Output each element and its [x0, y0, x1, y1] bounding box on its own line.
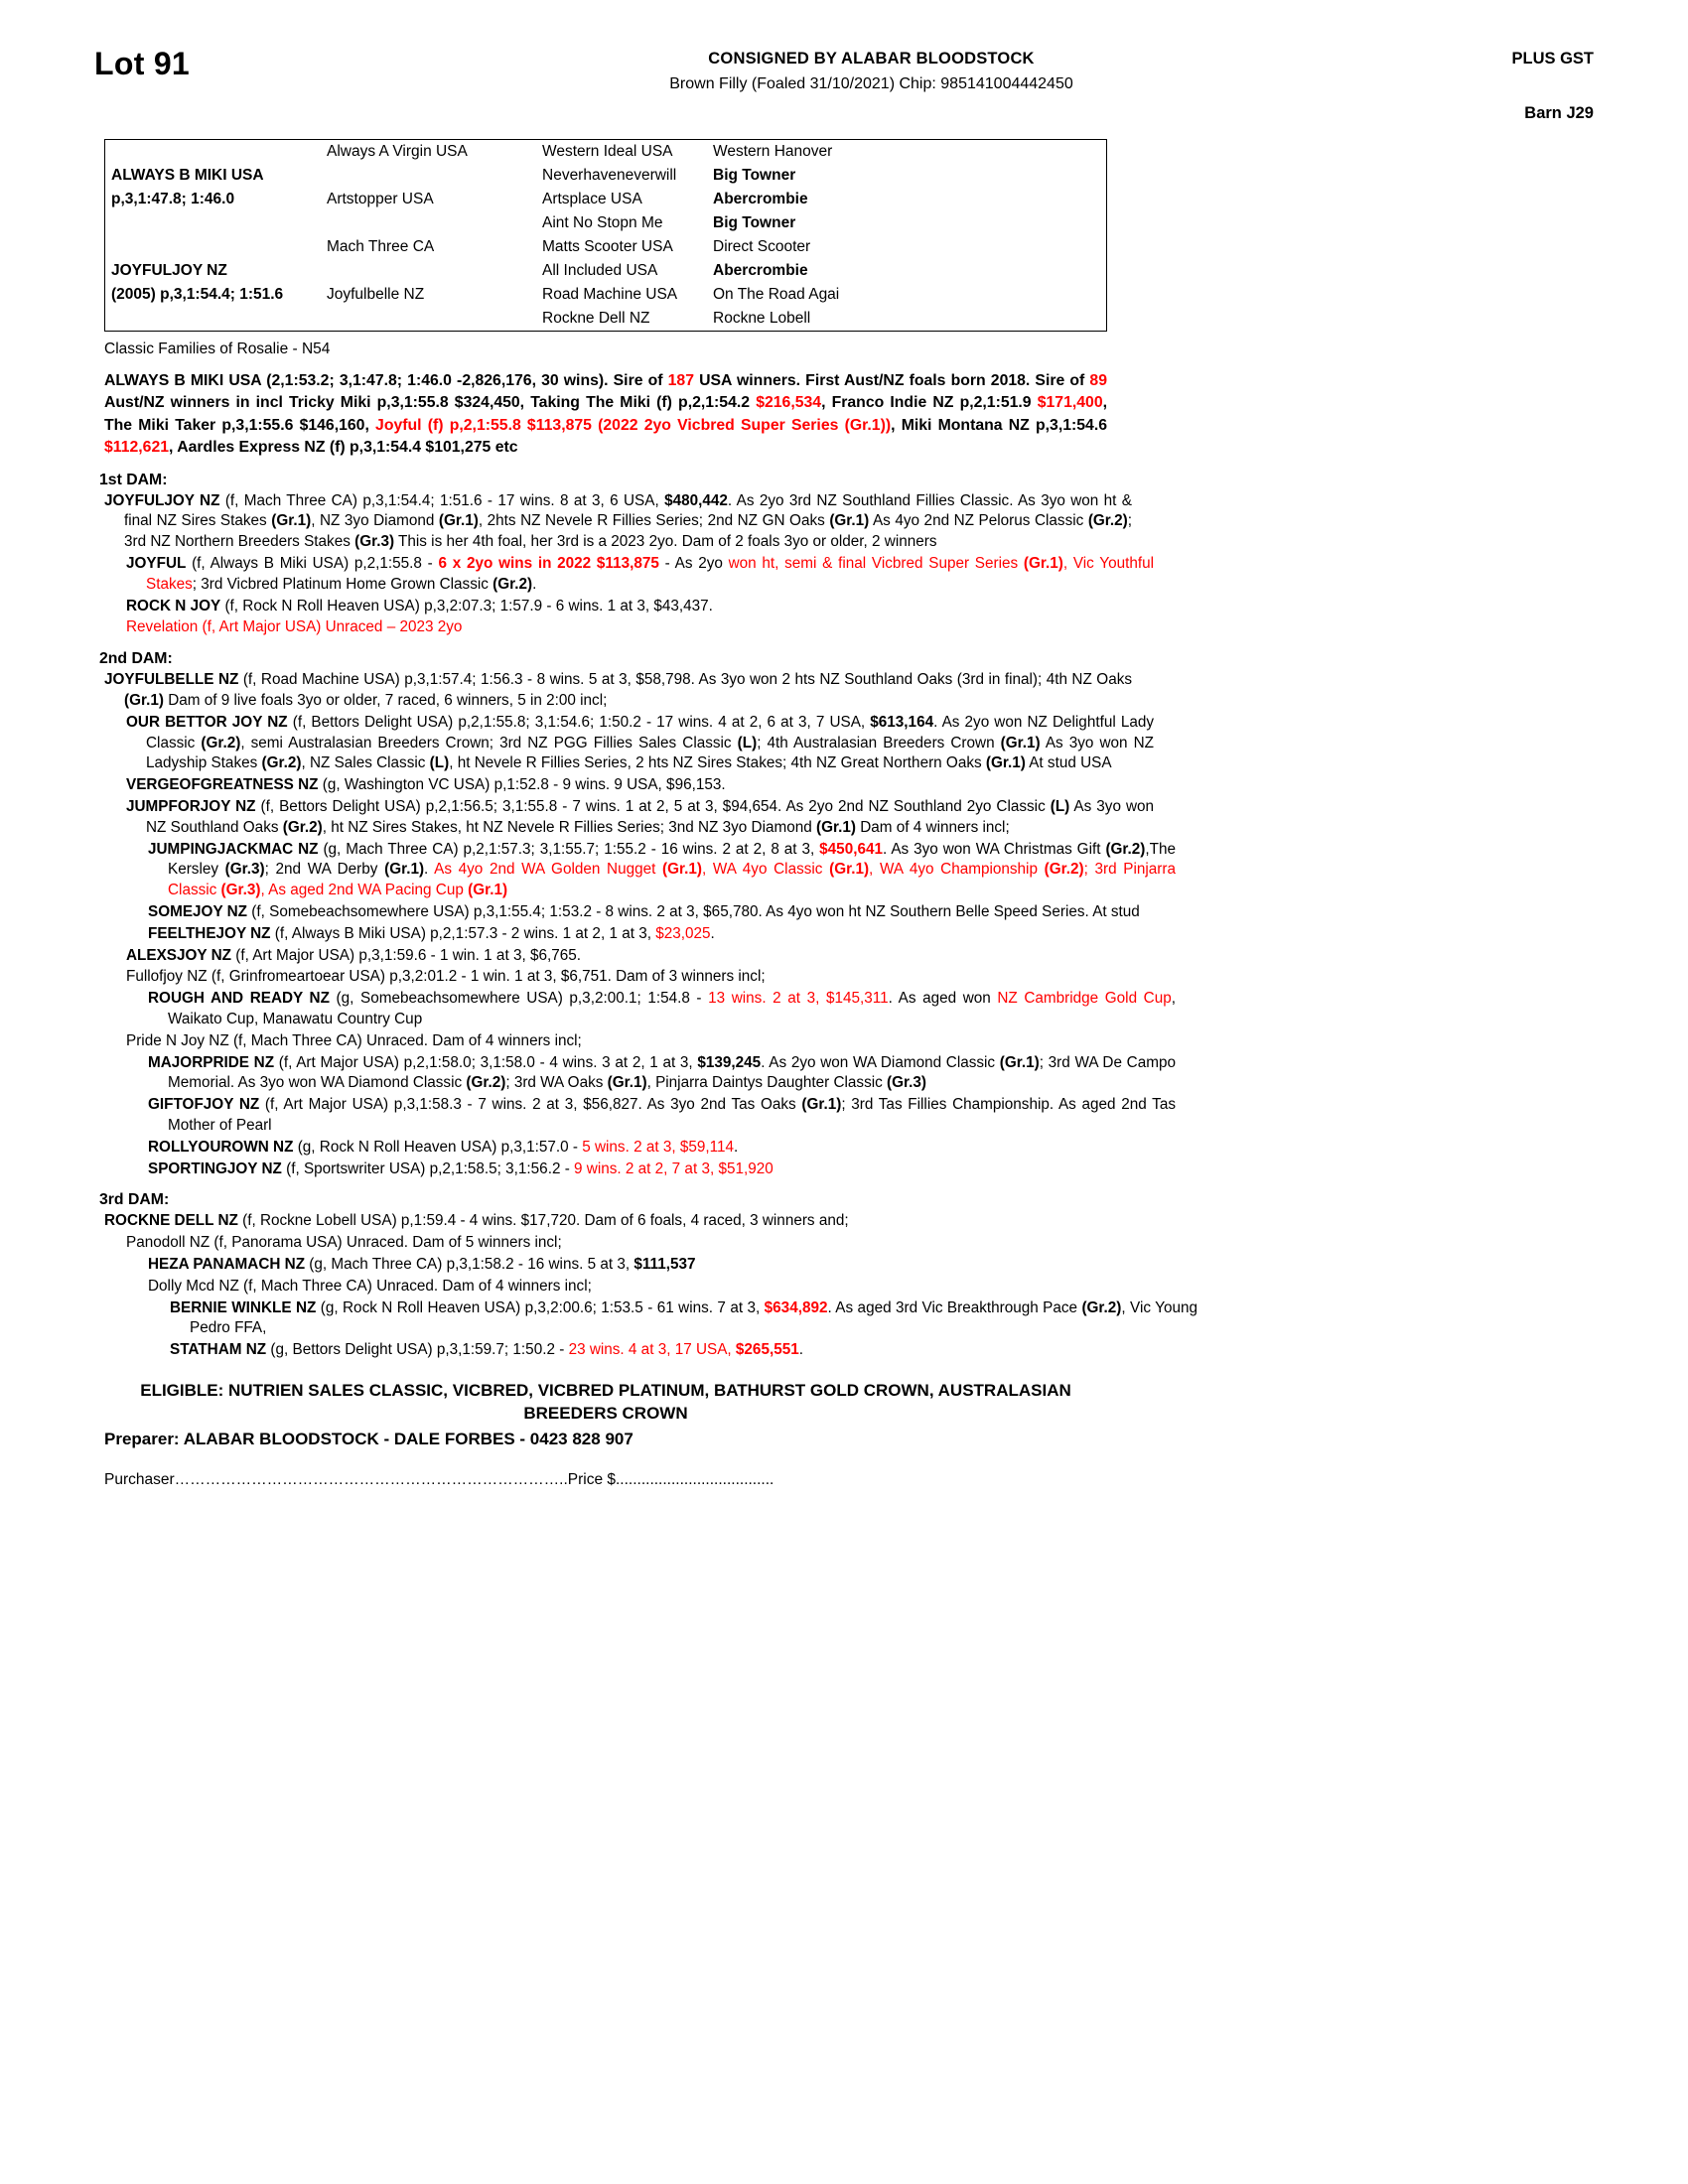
pedigree-row: [105, 235, 1106, 259]
pedigree-row: [105, 283, 1106, 307]
pedigree-entry: BERNIE WINKLE NZ (g, Rock N Roll Heaven USA) p,3,2:00.6; 1:53.5 - 61 wins. 7 at 3, $634,892. As aged 3rd Vic Breakthrough Pace (Gr.2), Vic Young Pedro FFA,: [170, 1298, 1197, 1337]
pedigree-cell-gen4: Direct Scooter: [713, 237, 811, 255]
page-header: [94, 40, 1594, 125]
pedigree-entry: ROCK N JOY (f, Rock N Roll Heaven USA) p,3,2:07.3; 1:57.9 - 6 wins. 1 at 3, $43,437.: [126, 597, 713, 614]
pedigree-table: [105, 140, 1106, 331]
pedigree-row: [105, 259, 1106, 283]
pedigree-entry: VERGEOFGREATNESS NZ (g, Washington VC USA) p,1:52.8 - 9 wins. 9 USA, $96,153.: [126, 776, 726, 794]
eligibility-note: ELIGIBLE: NUTRIEN SALES CLASSIC, VICBRED, VICBRED PLATINUM, BATHURST GOLD CROWN, AUSTRALASIAN BREEDERS CROWN: [140, 1380, 1071, 1424]
classic-families: Classic Families of Rosalie - N54: [104, 341, 331, 357]
pedigree-cell-gen4: Western Hanover: [713, 142, 833, 160]
dam-section-heading: 1st DAM:: [99, 471, 168, 488]
pedigree-cell-subject: ALWAYS B MIKI USA: [111, 166, 264, 184]
pedigree-cell-gen3: Neverhaveneverwill: [542, 166, 677, 184]
pedigree-entry: SOMEJOY NZ (f, Somebeachsomewhere USA) p,3,1:55.4; 1:53.2 - 8 wins. 2 at 3, $65,780. As 4yo won ht NZ Southern Belle Speed Series. At stud: [148, 903, 1140, 921]
pedigree-entry: OUR BETTOR JOY NZ (f, Bettors Delight USA) p,2,1:55.8; 3,1:54.6; 1:50.2 - 17 wins. 4 at 2, 6 at 3, 7 USA, $613,164. As 2yo won NZ Delightful Lady Classic (Gr.2), semi Australasian Breeders Crown; 3rd NZ PGG Fillies Sales Classic (L); 4th Australasian Breeders Crown (Gr.1) As 3yo won NZ Ladyship Stakes (Gr.2), NZ Sales Classic (L), ht Nevele R Fillies Series, 2 hts NZ Sires Stakes; 4th NZ Great Northern Oaks (Gr.1) At stud USA: [126, 713, 1155, 772]
pedigree-entry: ROCKNE DELL NZ (f, Rockne Lobell USA) p,1:59.4 - 4 wins. $17,720. Dam of 6 foals, 4 raced, 3 winners and;: [104, 1212, 849, 1230]
pedigree-entry: JOYFULBELLE NZ (f, Road Machine USA) p,3,1:57.4; 1:56.3 - 8 wins. 5 at 3, $58,798. As 3yo won 2 hts NZ Southland Oaks (3rd in final); 4th NZ Oaks (Gr.1) Dam of 9 live foals 3yo or older, 7 raced, 6 winners, 5 in 2:00 incl;: [104, 671, 1132, 710]
header-center: [348, 40, 1395, 93]
pedigree-row: [105, 188, 1106, 211]
pedigree-entry: GIFTOFJOY NZ (f, Art Major USA) p,3,1:58.3 - 7 wins. 2 at 3, $56,827. As 3yo 2nd Tas Oaks (Gr.1); 3rd Tas Fillies Championship. As aged 2nd Tas Mother of Pearl: [148, 1096, 1176, 1134]
foaling-details: Brown Filly (Foaled 31/10/2021) Chip: 985141004442450: [669, 75, 1073, 92]
pedigree-cell-gen3: Artsplace USA: [542, 190, 642, 207]
pedigree-entry: Fullofjoy NZ (f, Grinfromeartoear USA) p,3,2:01.2 - 1 win. 1 at 3, $6,751. Dam of 3 winners incl;: [126, 968, 766, 986]
pedigree-cell-subject: [105, 140, 321, 164]
pedigree-cell-gen3: Road Machine USA: [542, 285, 678, 303]
pedigree-cell-gen3: Rockne Dell NZ: [542, 309, 650, 327]
header-right: [1395, 40, 1594, 123]
pedigree-cell-gen4: Big Towner: [713, 166, 796, 184]
pedigree-box: [104, 139, 1107, 332]
pedigree-cell-gen4: Rockne Lobell: [713, 309, 811, 327]
lot-number: Lot 91: [94, 46, 191, 81]
pedigree-entry: Pride N Joy NZ (f, Mach Three CA) Unraced. Dam of 4 winners incl;: [126, 1031, 582, 1049]
pedigree-entry: JUMPFORJOY NZ (f, Bettors Delight USA) p,2,1:56.5; 3,1:55.8 - 7 wins. 1 at 2, 5 at 3, $94,654. As 2yo 2nd NZ Southland 2yo Classic (L) As 3yo won NZ Southland Oaks (Gr.2), ht NZ Sires Stakes, ht NZ Nevele R Fillies Series; 3nd NZ 3yo Diamond (Gr.1) Dam of 4 winners incl;: [126, 798, 1155, 836]
pedigree-cell-gen2: Joyfulbelle NZ: [327, 285, 425, 303]
pedigree-cell-gen3: Western Ideal USA: [542, 142, 673, 160]
pedigree-entry: JUMPINGJACKMAC NZ (g, Mach Three CA) p,2,1:57.3; 3,1:55.7; 1:55.2 - 16 wins. 2 at 2, 8 at 3, $450,641. As 3yo won WA Christmas Gift (Gr.2),The Kersley (Gr.3); 2nd WA Derby (Gr.1). As 4yo 2nd WA Golden Nugget (Gr.1), WA 4yo Classic (Gr.1), WA 4yo Championship (Gr.2); 3rd Pinjarra Classic (Gr.3), As aged 2nd WA Pacing Cup (Gr.1): [148, 840, 1176, 899]
purchaser-line: Purchaser…………………………………………………………………..Price $.....................................: [104, 1470, 774, 1488]
pedigree-cell-gen2: Always A Virgin USA: [327, 142, 468, 160]
pedigree-cell-subject: (2005) p,3,1:54.4; 1:51.6: [111, 285, 284, 303]
pedigree-cell-gen3: All Included USA: [542, 261, 658, 279]
pedigree-cell-gen2: Artstopper USA: [327, 190, 434, 207]
pedigree-entry: Revelation (f, Art Major USA) Unraced – 2023 2yo: [126, 618, 463, 636]
pedigree-entry: HEZA PANAMACH NZ (g, Mach Three CA) p,3,1:58.2 - 16 wins. 5 at 3, $111,537: [148, 1255, 696, 1273]
pedigree-entry: Dolly Mcd NZ (f, Mach Three CA) Unraced. Dam of 4 winners incl;: [148, 1277, 592, 1295]
pedigree-entry: MAJORPRIDE NZ (f, Art Major USA) p,2,1:58.0; 3,1:58.0 - 4 wins. 3 at 2, 1 at 3, $139,245. As 2yo won WA Diamond Classic (Gr.1); 3rd WA De Campo Memorial. As 3yo won WA Diamond Classic (Gr.2); 3rd WA Oaks (Gr.1), Pinjarra Daintys Daughter Classic (Gr.3): [148, 1053, 1176, 1092]
dam-section-heading: 2nd DAM:: [99, 650, 173, 668]
dam-sections: [94, 472, 1594, 1361]
pedigree-entry: JOYFUL (f, Always B Miki USA) p,2,1:55.8 - 6 x 2yo wins in 2022 $113,875 - As 2yo won ht, semi & final Vicbred Super Series (Gr.1), Vic Youthful Stakes; 3rd Vicbred Platinum Home Grown Classic (Gr.2).: [126, 555, 1155, 593]
pedigree-cell-gen2: [321, 307, 536, 331]
pedigree-cell-gen4: Big Towner: [713, 213, 796, 231]
pedigree-entry: JOYFULJOY NZ (f, Mach Three CA) p,3,1:54.4; 1:51.6 - 17 wins. 8 at 3, 6 USA, $480,442. As 2yo 3rd NZ Southland Fillies Classic. As 3yo won ht & final NZ Sires Stakes (Gr.1), NZ 3yo Diamond (Gr.1), 2hts NZ Nevele R Fillies Series; 2nd NZ GN Oaks (Gr.1) As 4yo 2nd NZ Pelorus Classic (Gr.2); 3rd NZ Northern Breeders Stakes (Gr.3) This is her 4th foal, her 3rd is a 2023 2yo. Dam of 2 foals 3yo or older, 2 winners: [104, 491, 1133, 551]
dam-section-heading: 3rd DAM:: [99, 1191, 170, 1209]
pedigree-row: [105, 307, 1106, 331]
pedigree-cell-subject: p,3,1:47.8; 1:46.0: [111, 190, 235, 207]
pedigree-cell-subject: [105, 307, 321, 331]
pedigree-entry: FEELTHEJOY NZ (f, Always B Miki USA) p,2,1:57.3 - 2 wins. 1 at 2, 1 at 3, $23,025.: [148, 924, 715, 942]
pedigree-cell-subject: JOYFULJOY NZ: [111, 261, 227, 279]
pedigree-entry: Panodoll NZ (f, Panorama USA) Unraced. Dam of 5 winners incl;: [126, 1234, 562, 1252]
plus-gst-label: PLUS GST: [1511, 50, 1594, 68]
consignor-line: CONSIGNED BY ALABAR BLOODSTOCK: [708, 50, 1035, 68]
pedigree-cell-gen2: [321, 211, 536, 235]
pedigree-cell-gen2: [321, 164, 536, 188]
pedigree-cell-gen3: Aint No Stopn Me: [542, 213, 663, 231]
pedigree-entry: ALEXSJOY NZ (f, Art Major USA) p,3,1:59.6 - 1 win. 1 at 3, $6,765.: [126, 946, 581, 964]
preparer-line: Preparer: ALABAR BLOODSTOCK - DALE FORBES - 0423 828 907: [104, 1429, 633, 1448]
pedigree-cell-gen4: Abercrombie: [713, 190, 808, 207]
pedigree-cell-subject: [105, 235, 321, 259]
pedigree-entry: ROLLYOUROWN NZ (g, Rock N Roll Heaven USA) p,3,1:57.0 - 5 wins. 2 at 3, $59,114.: [148, 1138, 739, 1156]
pedigree-cell-gen2: [321, 259, 536, 283]
pedigree-cell-gen3: Matts Scooter USA: [542, 237, 673, 255]
pedigree-entry: ROUGH AND READY NZ (g, Somebeachsomewhere USA) p,3,2:00.1; 1:54.8 - 13 wins. 2 at 3, $145,311. As aged won NZ Cambridge Gold Cup, Waikato Cup, Manawatu Country Cup: [148, 990, 1176, 1028]
pedigree-entry: SPORTINGJOY NZ (f, Sportswriter USA) p,2,1:58.5; 3,1:56.2 - 9 wins. 2 at 2, 7 at 3, $51,920: [148, 1160, 774, 1177]
pedigree-cell-gen4: On The Road Agai: [713, 285, 840, 303]
pedigree-entry: STATHAM NZ (g, Bettors Delight USA) p,3,1:59.7; 1:50.2 - 23 wins. 4 at 3, 17 USA, $265,551.: [170, 1341, 803, 1359]
sire-summary: ALWAYS B MIKI USA (2,1:53.2; 3,1:47.8; 1:46.0 -2,826,176, 30 wins). Sire of 187 USA winners. First Aust/NZ foals born 2018. Sire of 89 Aust/NZ winners in incl Tricky Miki p,3,1:55.8 $324,450, Taking The Miki (f) p,2,1:54.2 $216,534, Franco Indie NZ p,2,1:51.9 $171,400, The Miki Taker p,3,1:55.6 $146,160, Joyful (f) p,2,1:55.8 $113,875 (2022 2yo Vicbred Super Series (Gr.1)), Miki Montana NZ p,3,1:54.6 $112,621, Aardles Express NZ (f) p,3,1:54.4 $101,275 etc: [104, 372, 1107, 457]
pedigree-cell-gen2: Mach Three CA: [327, 237, 435, 255]
pedigree-row: [105, 140, 1106, 164]
barn-label: Barn J29: [1524, 104, 1594, 122]
pedigree-row: [105, 164, 1106, 188]
pedigree-cell-gen4: Abercrombie: [713, 261, 808, 279]
pedigree-row: [105, 211, 1106, 235]
pedigree-cell-subject: [105, 211, 321, 235]
